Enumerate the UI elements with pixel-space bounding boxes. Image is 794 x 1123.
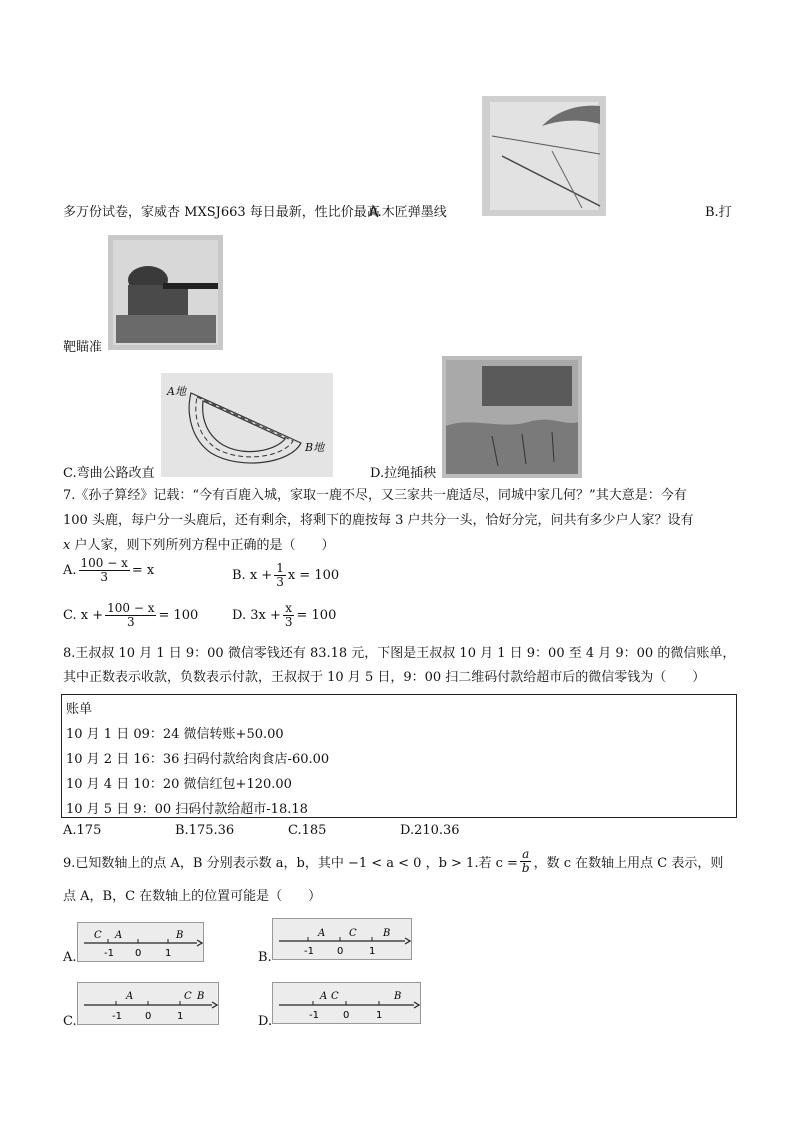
- svg-text:B: B: [394, 991, 402, 1002]
- svg-text:B: B: [197, 991, 205, 1002]
- q7-option-d: D. 3x + $\frac{x}{3}$ = 100: [232, 601, 337, 629]
- svg-text:A: A: [115, 930, 123, 941]
- q9-fraction: $\frac{a}{b}$: [521, 847, 530, 875]
- road-label-a: A地: [167, 385, 186, 398]
- q9-option-b-label: B.: [258, 950, 272, 965]
- q7-option-d-fraction: $\frac{x}{3}$: [284, 601, 293, 629]
- svg-text:0: 0: [145, 1011, 152, 1022]
- q9-option-c-label: C.: [63, 1014, 77, 1029]
- q8-option-c: C.185: [288, 823, 327, 838]
- svg-text:C: C: [94, 930, 102, 941]
- q7-option-a-fraction: $\frac{100 - x}{3}$: [80, 556, 128, 584]
- header-line: 多万份试卷，家威杏 MXSJ663 每日最新，性比价最高: [63, 205, 380, 220]
- svg-text:1: 1: [165, 948, 172, 959]
- q8-bill-box: [61, 694, 737, 818]
- svg-text:0: 0: [343, 1010, 350, 1021]
- q6-photo-a-ink-line: [482, 96, 606, 216]
- q9-line2: 点 A，B，C 在数轴上的位置可能是（ ）: [63, 889, 322, 904]
- q7-line1: 7.《孙子算经》记载：“今有百鹿入城，家取一鹿不尽，又三家共一鹿适尽，同城中家几何？”其大意是：今有: [63, 488, 687, 503]
- svg-text:A: A: [320, 991, 328, 1002]
- q8-option-b: B.175.36: [175, 823, 235, 838]
- svg-text:1: 1: [376, 1010, 383, 1021]
- q9-option-b-number-line: [272, 918, 412, 960]
- bill-row: 10 月 4 日 10：20 微信红包+120.00: [66, 777, 292, 792]
- svg-text:1: 1: [177, 1011, 184, 1022]
- svg-text:-1: -1: [112, 1011, 122, 1022]
- q7-option-b: B. x + $\frac{1}{3}$ x = 100: [232, 561, 340, 589]
- svg-text:C: C: [331, 991, 339, 1002]
- q6-photo-d-rice-planting: [442, 356, 582, 478]
- q6-option-d-label: D.拉绳插秧: [370, 466, 437, 481]
- road-label-b: B地: [305, 441, 325, 454]
- svg-text:0: 0: [135, 948, 142, 959]
- bill-row: 10 月 5 日 9：00 扫码付款给超市-18.18: [66, 802, 308, 817]
- svg-text:0: 0: [337, 946, 344, 957]
- q6-photo-b-shooting: [108, 235, 223, 350]
- q6-option-a-label: A.木匠弹墨线: [369, 205, 447, 220]
- svg-text:-1: -1: [304, 946, 314, 957]
- q6-diagram-c-road: [161, 373, 333, 477]
- numberline-svg: [273, 919, 411, 959]
- q6-option-b-label-part2: 靶瞄准: [63, 340, 103, 355]
- q9-line1: 9.已知数轴上的点 A，B 分别表示数 a，b，其中 −1 < a < 0 ，b > 1.若 c = $\frac{a}{b}$ ，数 c 在数轴上用点 C 表示，则: [63, 847, 724, 875]
- q7-option-a: A. $\frac{100 - x}{3}$ = x: [63, 556, 155, 584]
- numberline-svg: [78, 923, 203, 961]
- q9-option-a-label: A.: [63, 950, 77, 965]
- q9-option-a-number-line: [77, 922, 204, 962]
- svg-text:C: C: [349, 928, 357, 939]
- q9-option-c-number-line: [77, 982, 219, 1025]
- svg-text:C: C: [184, 991, 192, 1002]
- svg-text:-1: -1: [309, 1010, 319, 1021]
- q8-option-a: A.175: [63, 823, 102, 838]
- q7-option-c-fraction: $\frac{100 - x}{3}$: [107, 601, 155, 629]
- q8-line2: 其中正数表示收款，负数表示付款，王叔叔于 10 月 5 日，9：00 扫二维码付款给超市后的微信零钱为（ ）: [63, 670, 706, 685]
- q8-line1: 8.王叔叔 10 月 1 日 9：00 微信零钱还有 83.18 元，下图是王叔叔 10 月 1 日 9：00 至 4 月 9：00 的微信账单，: [63, 646, 736, 661]
- bill-row: 10 月 1 日 09：24 微信转账+50.00: [66, 727, 284, 742]
- q8-option-d: D.210.36: [400, 823, 460, 838]
- q7-line2: 100 头鹿，每户分一头鹿后，还有剩余，将剩下的鹿按每 3 户共分一头，恰好分完，问共有多少户人家？设有: [63, 513, 694, 528]
- q7-var: x: [63, 538, 71, 553]
- bill-title: 账单: [66, 702, 93, 717]
- svg-text:-1: -1: [104, 948, 114, 959]
- svg-text:A: A: [318, 928, 326, 939]
- q9-option-d-number-line: [272, 982, 421, 1024]
- numberline-svg: [78, 983, 218, 1024]
- q7-option-b-fraction: $\frac{1}{3}$: [276, 561, 284, 589]
- q9-option-d-label: D.: [258, 1014, 273, 1029]
- svg-text:B: B: [383, 928, 391, 939]
- q6-option-c-label: C.弯曲公路改直: [63, 466, 155, 481]
- numberline-svg: [273, 983, 420, 1023]
- q7-line3: [63, 537, 334, 555]
- svg-text:B: B: [176, 930, 184, 941]
- svg-text:A: A: [126, 991, 134, 1002]
- q6-option-b-label-part1: B.打: [705, 205, 732, 220]
- q7-option-c: C. x + $\frac{100 - x}{3}$ = 100: [63, 601, 199, 629]
- q7-line3-rest: 户人家，则下列所列方程中正确的是（ ）: [70, 538, 335, 553]
- svg-text:1: 1: [369, 946, 376, 957]
- bill-row: 10 月 2 日 16：36 扫码付款给肉食店-60.00: [66, 752, 330, 767]
